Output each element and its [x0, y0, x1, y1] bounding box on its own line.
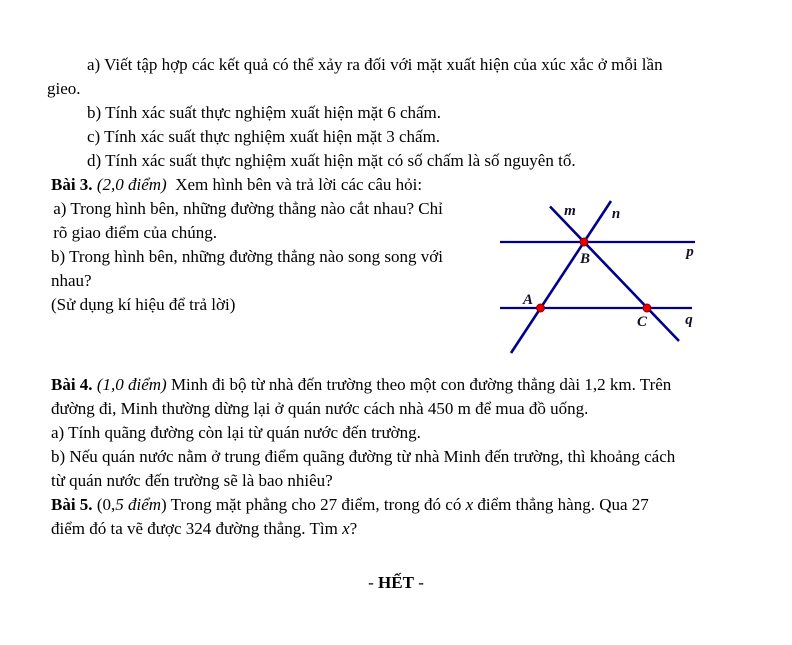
problem4-points: (1,0 điểm): [96, 375, 167, 394]
text-segment: điểm đó ta vẽ được 324 đường thẳng. Tìm: [51, 519, 343, 538]
end-marker-word: HẾT: [378, 573, 414, 592]
text-line: [49, 221, 217, 245]
problem3-number: Bài 3.: [51, 175, 97, 194]
text-segment: rõ giao điểm của chúng.: [49, 223, 218, 242]
text-segment: ) Trong mặt phẳng cho 27 điểm, trong đó có: [161, 495, 466, 514]
line-n: [511, 201, 611, 353]
text-segment: Minh đi bộ từ nhà đến trường theo một con đường thẳng dài 1,2 km. Trên: [166, 375, 672, 394]
text-segment: c) Tính xác suất thực nghiệm xuất hiện mặt 3 chấm.: [87, 127, 441, 146]
text-segment: a) Viết tập hợp các kết quả có thể xảy ra đối với mặt xuất hiện của xúc xắc ở mỗi lần: [87, 55, 663, 74]
text-line: [87, 125, 440, 149]
line-m: [550, 207, 679, 342]
text-line: [51, 245, 443, 269]
point-A-dot: [537, 304, 545, 312]
label-line-m: m: [564, 203, 576, 219]
label-line-p: p: [686, 244, 694, 260]
text-segment: d) Tính xác suất thực nghiệm xuất hiện mặt có số chấm là số nguyên tố.: [87, 151, 576, 170]
text-line: [87, 53, 663, 77]
text-segment: điểm thẳng hàng. Qua 27: [473, 495, 649, 514]
text-line: [87, 149, 576, 173]
text-segment: a) Trong hình bên, những đường thẳng nào cắt nhau? Chỉ: [49, 199, 443, 218]
text-segment: -: [368, 573, 379, 592]
text-segment: từ quán nước đến trường sẽ là bao nhiêu?: [51, 471, 333, 490]
point-B-dot: [580, 238, 588, 246]
text-line: [47, 77, 81, 101]
text-line: [51, 517, 357, 541]
text-segment: (0,: [96, 495, 116, 514]
problem3-heading: [51, 173, 422, 197]
text-segment: ?: [349, 519, 358, 538]
text-line: [49, 197, 443, 221]
label-point-C: C: [636, 314, 648, 330]
text-segment: -: [413, 573, 424, 592]
text-segment: b) Nếu quán nước nằm ở trung điểm quãng đường từ nhà Minh đến trường, thì khoảng cách: [51, 447, 676, 466]
text-segment: đường đi, Minh thường dừng lại ở quán nước cách nhà 450 m để mua đồ uống.: [51, 399, 589, 418]
text-line: [87, 101, 441, 125]
text-segment: b) Tính xác suất thực nghiệm xuất hiện mặt 6 chấm.: [87, 103, 442, 122]
variable-x: x: [342, 519, 350, 538]
text-segment: b) Trong hình bên, những đường thẳng nào song song với: [51, 247, 443, 266]
label-line-n: n: [611, 206, 621, 222]
text-line: [51, 421, 421, 445]
text-segment: (Sử dụng kí hiệu để trả lời): [51, 295, 236, 314]
text-line: [51, 293, 235, 317]
point-C-dot: [643, 304, 651, 312]
problem3-points: (2,0 điểm): [96, 175, 167, 194]
text-line: [51, 397, 588, 421]
problem5-number: Bài 5.: [51, 495, 97, 514]
text-line: [51, 445, 675, 469]
text-segment: gieo.: [47, 79, 81, 98]
text-segment: Xem hình bên và trả lời các câu hỏi:: [166, 175, 423, 194]
problem4-heading: [51, 373, 671, 397]
problem5-heading: [51, 493, 649, 517]
variable-x: x: [465, 495, 474, 514]
problem5-points: 5 điểm: [115, 495, 162, 514]
text-line: [51, 469, 333, 493]
label-point-A: A: [522, 292, 534, 308]
label-line-q: q: [685, 312, 693, 328]
text-line: [51, 269, 92, 293]
text-segment: a) Tính quãng đường còn lại từ quán nước đến trường.: [51, 423, 421, 442]
problem4-number: Bài 4.: [51, 375, 97, 394]
label-point-B: B: [579, 251, 591, 267]
text-segment: nhau?: [51, 271, 92, 290]
geometry-figure: [494, 192, 706, 364]
end-marker: [0, 571, 792, 595]
